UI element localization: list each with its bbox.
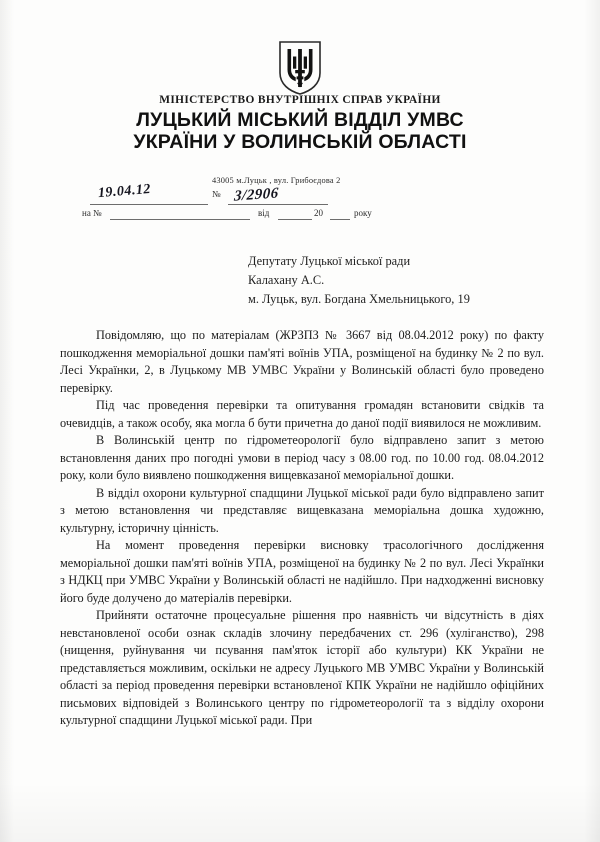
body-paragraph: Повідомляю, що по матеріалам (ЖРЗПЗ № 3667 від 08.04.2012 року) по факту пошкодження меморіальної дошки пам'яті воїнів УПА, розміщеної на будинку № 2 по вул. Лесі Українки, 2, в Луцькому МВ УМВС України у Волинській області було проведено перевірку.	[60, 328, 544, 395]
addressee-line-2: Калахану А.С.	[248, 272, 325, 287]
addressee-line-3: м. Луцьк, вул. Богдана Хмельницького, 19	[248, 291, 470, 306]
addressee-line-1: Депутату Луцької міської ради	[248, 254, 411, 268]
letterhead	[0, 94, 600, 153]
emblem-container	[0, 40, 600, 101]
ministry-line: МІНІСТЕРСТВО ВНУТРІШНІХ СПРАВ УКРАЇНИ	[159, 94, 441, 106]
department-title-line-2: УКРАЇНИ У ВОЛИНСЬКІЙ ОБЛАСТІ	[133, 131, 467, 154]
body-paragraph: Прийняти остаточне процесуальне рішення про наявність чи відсутність в діях невстановленої особи ознак складів злочину передбачених ст. 296 (хуліганство), 298 (нищення, руйнування чи псування пам'яток історії або культури) КК України не представляється можливим, оскільки не адресу Луцького МВ УМВС України у Волинській області за період проведення перевірки встановленої КПК України не надійшло офіційних письмових відповідей з Волинського центру по гідрометеорології та з відділу охорони культурної спадщини Луцької міської ради. При	[60, 608, 544, 728]
handwritten-date: 19.04.12	[97, 181, 152, 202]
body-paragraph: Під час проведення перевірки та опитування громадян встановити свідків та очевидців, а також особу, яка могла б бути причетна до даної події виявилося не можливим.	[60, 398, 544, 430]
number-field-rule	[228, 204, 328, 205]
body-paragraph: В відділ охорони культурної спадщини Луцької міської ради було відправлено запит з метою встановлення чи представляє вищевказана меморіальна дошка художню, культурну, історичну цінність.	[60, 485, 544, 535]
reply-to-field-rule	[110, 219, 250, 220]
body-paragraph: На момент проведення перевірки висновку трасологічного дослідження меморіальної дошки пам'яті воїнів УПА, розміщеної на будинку № 2 по вул. Лесі Українки з НДКЦ при УМВС України у Волинській області не надійшло. При надходженні висновку його буде долучено до матеріалів перевірки.	[60, 538, 544, 605]
office-address: 43005 м.Луцьк , вул. Грибоєдова 2	[212, 176, 341, 185]
department-title-line-1: ЛУЦЬКИЙ МІСЬКИЙ ВІДДІЛ УМВС	[136, 109, 464, 131]
letter-body	[60, 327, 544, 730]
outgoing-number-label: №	[212, 189, 221, 199]
year-field-rule	[330, 219, 350, 220]
requisites-block	[82, 176, 442, 224]
year-prefix: 20	[314, 208, 323, 218]
handwritten-outgoing-number: 3/2906	[233, 185, 280, 205]
body-paragraph: В Волинській центр по гідрометеорології було відправлено запит з метою встановлення даних про погодні умови в період часу з 08.00 год. по 10.00 год. 08.04.2012 року, коли було виявлено пошкодження вищевказаної меморіальної дошки.	[60, 433, 544, 483]
date-field-rule	[90, 204, 208, 205]
from-date-field-rule	[278, 219, 312, 220]
addressee-block	[248, 252, 568, 309]
from-label: від	[258, 208, 270, 218]
reply-to-label: на №	[82, 208, 102, 218]
year-suffix: року	[354, 208, 372, 218]
ukraine-trident-coat-of-arms-icon	[277, 40, 323, 96]
scan-edge-shadow-bottom	[0, 782, 600, 842]
